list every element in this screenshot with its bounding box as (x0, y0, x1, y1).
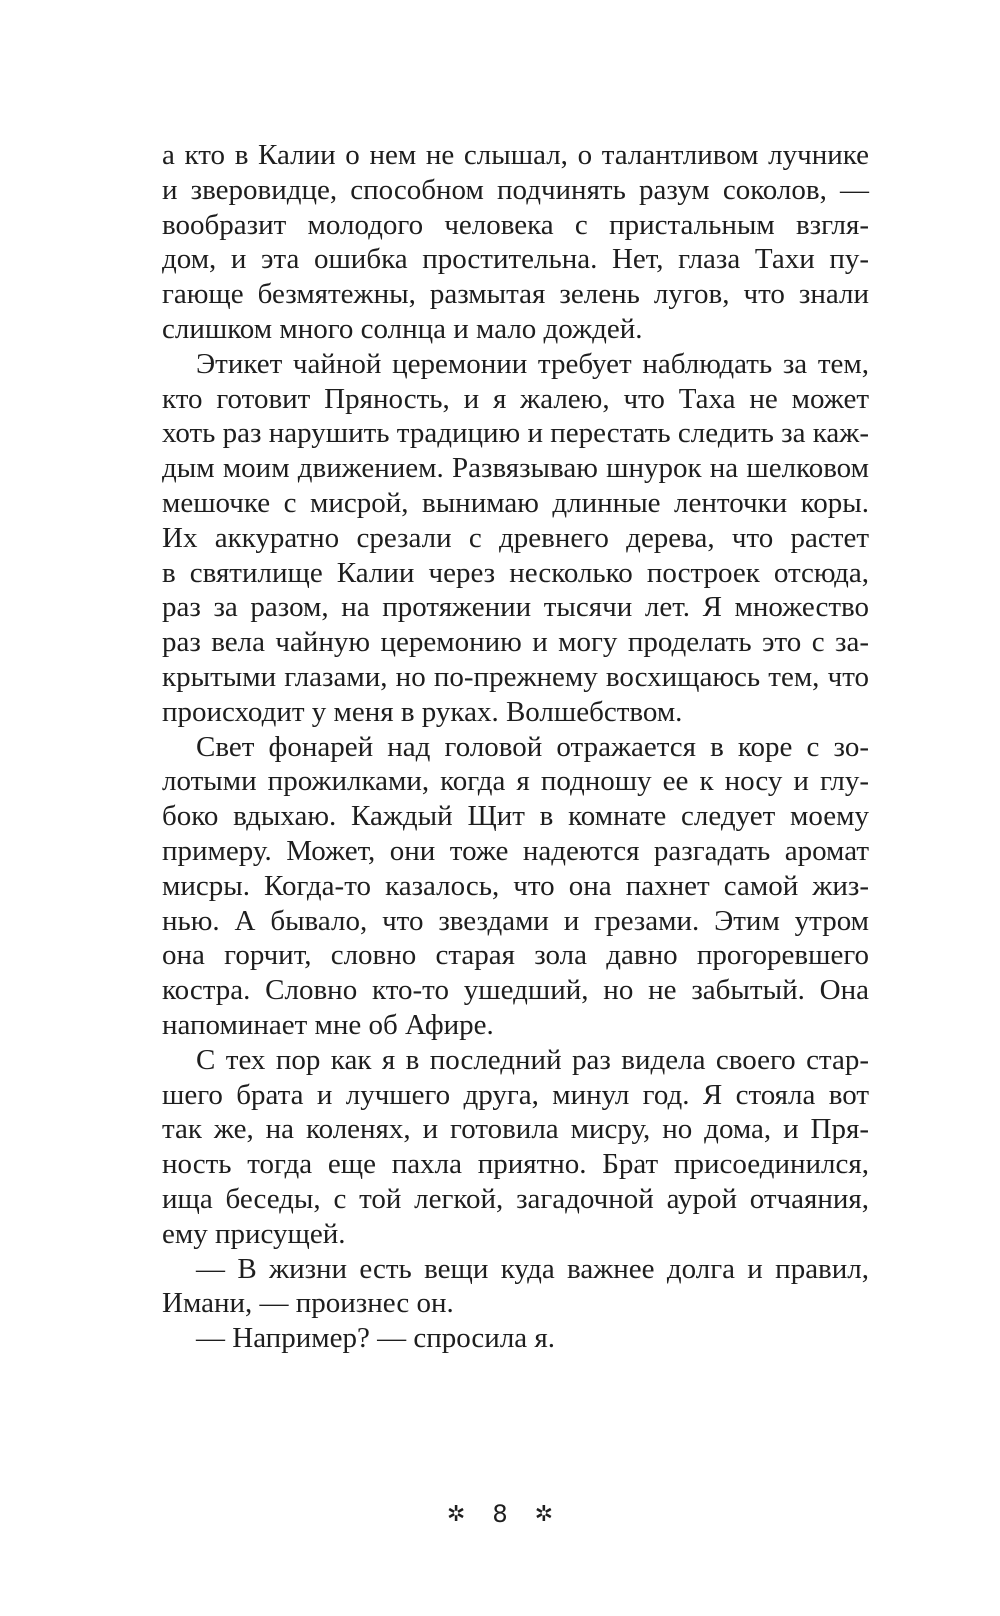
text-line: ища беседы, с той легкой, загадочной аурой отчаяния, (162, 1182, 869, 1215)
paragraph (162, 347, 869, 730)
text-line: нью. А бывало, что звездами и грезами. Этим утром (162, 904, 869, 937)
text-line: и зверовидце, способном подчинять разум соколов, — (162, 173, 869, 206)
text-line: костра. Словно кто-то ушедший, но не забытый. Она (162, 974, 869, 1007)
text-line: — В жизни есть вещи куда важнее долга и правил, (196, 1252, 869, 1285)
text-line: кто готовит Пряность, и я жалею, что Таха не может (162, 382, 869, 415)
page-footer (0, 1500, 1000, 1528)
text-line: происходит у меня в руках. Волшебством. (162, 695, 683, 728)
text-line: гающе безмятежны, размытая зелень лугов, что знали (162, 278, 869, 311)
text-line: вообразит молодого человека с пристальным взгля- (162, 208, 869, 241)
paragraph (162, 1043, 869, 1252)
text-line: раз вела чайную церемонию и могу проделать это с за- (162, 626, 869, 659)
text-line: лотыми прожилками, когда я подношу ее к носу и глу- (162, 765, 869, 798)
text-line: боко вдыхаю. Каждый Щит в комнате следует моему (162, 800, 869, 833)
text-line: слишком много солнца и мало дождей. (162, 312, 643, 345)
text-line: в святилище Калии через несколько построек отсюда, (162, 556, 869, 589)
text-line: хоть раз нарушить традицию и перестать следить за каж- (162, 417, 869, 450)
text-line: — Например? — спросила я. (196, 1322, 556, 1355)
text-line: а кто в Калии о нем не слышал, о талантливом лучнике (162, 139, 869, 171)
text-line: она горчит, словно старая зола давно прогоревшего (162, 939, 869, 972)
star-ornament-icon: ✲ (446, 1501, 466, 1527)
text-line: Имани, — произнес он. (162, 1287, 454, 1320)
text-line: примеру. Может, они тоже надеются разгадать аромат (162, 834, 869, 867)
text-line: Свет фонарей над головой отражается в коре с зо- (196, 730, 869, 763)
paragraph (162, 730, 869, 1043)
text-line: дым моим движением. Развязываю шнурок на шелковом (162, 452, 869, 485)
body-text (162, 138, 869, 1356)
text-line: так же, на коленях, и готовила мисру, но дома, и Пря- (162, 1113, 869, 1146)
star-ornament-icon: ✲ (534, 1501, 554, 1527)
dialogue-paragraph (162, 1252, 869, 1322)
text-line: мисры. Когда-то казалось, что она пахнет самой жиз- (162, 869, 869, 902)
text-line: раз за разом, на протяжении тысячи лет. Я множество (162, 591, 869, 624)
text-line: крытыми глазами, но по-прежнему восхищаюсь тем, что (162, 660, 869, 693)
paragraph (162, 138, 869, 347)
text-line: Этикет чайной церемонии требует наблюдать за тем, (196, 347, 869, 380)
text-line: шего брата и лучшего друга, минул год. Я стояла вот (162, 1078, 869, 1111)
page-number: 8 (492, 1500, 508, 1528)
dialogue-paragraph (162, 1321, 869, 1356)
text-line: напоминает мне об Афире. (162, 1008, 494, 1041)
text-line: С тех пор как я в последний раз видела своего стар- (196, 1043, 869, 1076)
text-line: мешочке с мисрой, вынимаю длинные ленточки коры. (162, 486, 869, 519)
text-line: Их аккуратно срезали с древнего дерева, что растет (162, 521, 869, 554)
text-line: ность тогда еще пахла приятно. Брат присоединился, (162, 1148, 869, 1181)
text-line: ему присущей. (162, 1217, 346, 1250)
text-line: дом, и эта ошибка простительна. Нет, глаза Тахи пу- (162, 243, 869, 276)
